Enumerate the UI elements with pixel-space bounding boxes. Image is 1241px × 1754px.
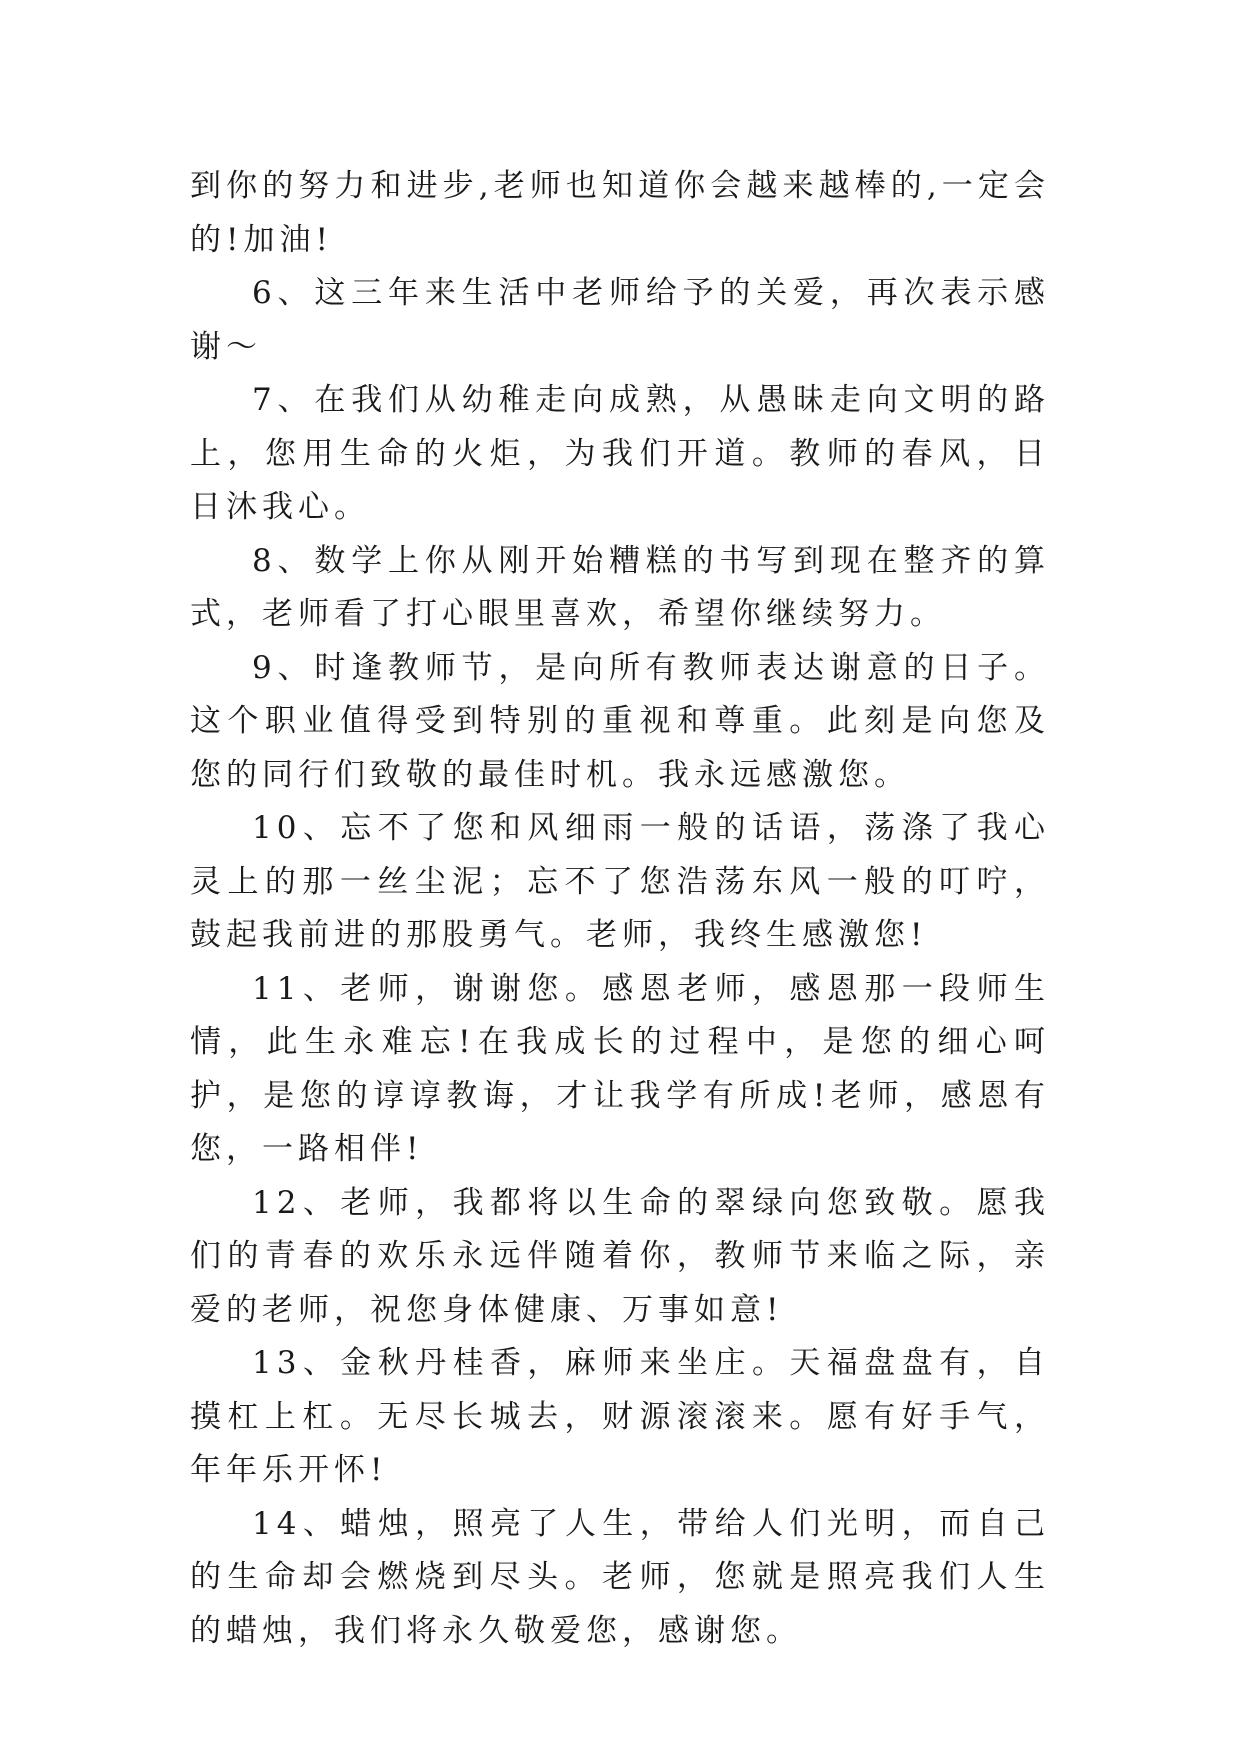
paragraph-item-6: 6、这三年来生活中老师给予的关爱，再次表示感谢～ [190,275,1050,365]
paragraph-item-10: 10、忘不了您和风细雨一般的话语，荡涤了我心灵上的那一丝尘泥；忘不了您浩荡东风一般的叮咛，鼓起我前进的那股勇气。老师，我终生感激您! [190,810,1050,953]
paragraph-continuation: 到你的努力和进步,老师也知道你会越来越棒的,一定会的!加油! [190,168,1050,258]
paragraph-item-7: 7、在我们从幼稚走向成熟，从愚昧走向文明的路上，您用生命的火炬，为我们开道。教师的春风，日日沐我心。 [190,382,1050,525]
document-body [190,160,1050,1658]
paragraph-item-11: 11、老师，谢谢您。感恩老师，感恩那一段师生情，此生永难忘!在我成长的过程中，是您的细心呵护，是您的谆谆教诲，才让我学有所成!老师，感恩有您，一路相伴! [190,970,1050,1167]
paragraph-item-8: 8、数学上你从刚开始糟糕的书写到现在整齐的算式，老师看了打心眼里喜欢，希望你继续努力。 [190,542,1050,632]
paragraph-item-14: 14、蜡烛，照亮了人生，带给人们光明，而自己的生命却会燃烧到尽头。老师，您就是照亮我们人生的蜡烛，我们将永久敬爱您，感谢您。 [190,1505,1050,1649]
paragraph-item-12: 12、老师，我都将以生命的翠绿向您致敬。愿我们的青春的欢乐永远伴随着你，教师节来临之际，亲爱的老师，祝您身体健康、万事如意! [190,1184,1050,1328]
paragraph-item-13: 13、金秋丹桂香，麻师来坐庄。天福盘盘有，自摸杠上杠。无尽长城去，财源滚滚来。愿有好手气，年年乐开怀! [190,1345,1050,1488]
paragraph-item-9: 9、时逢教师节，是向所有教师表达谢意的日子。这个职业值得受到特别的重视和尊重。此刻是向您及您的同行们致敬的最佳时机。我永远感激您。 [190,649,1050,793]
